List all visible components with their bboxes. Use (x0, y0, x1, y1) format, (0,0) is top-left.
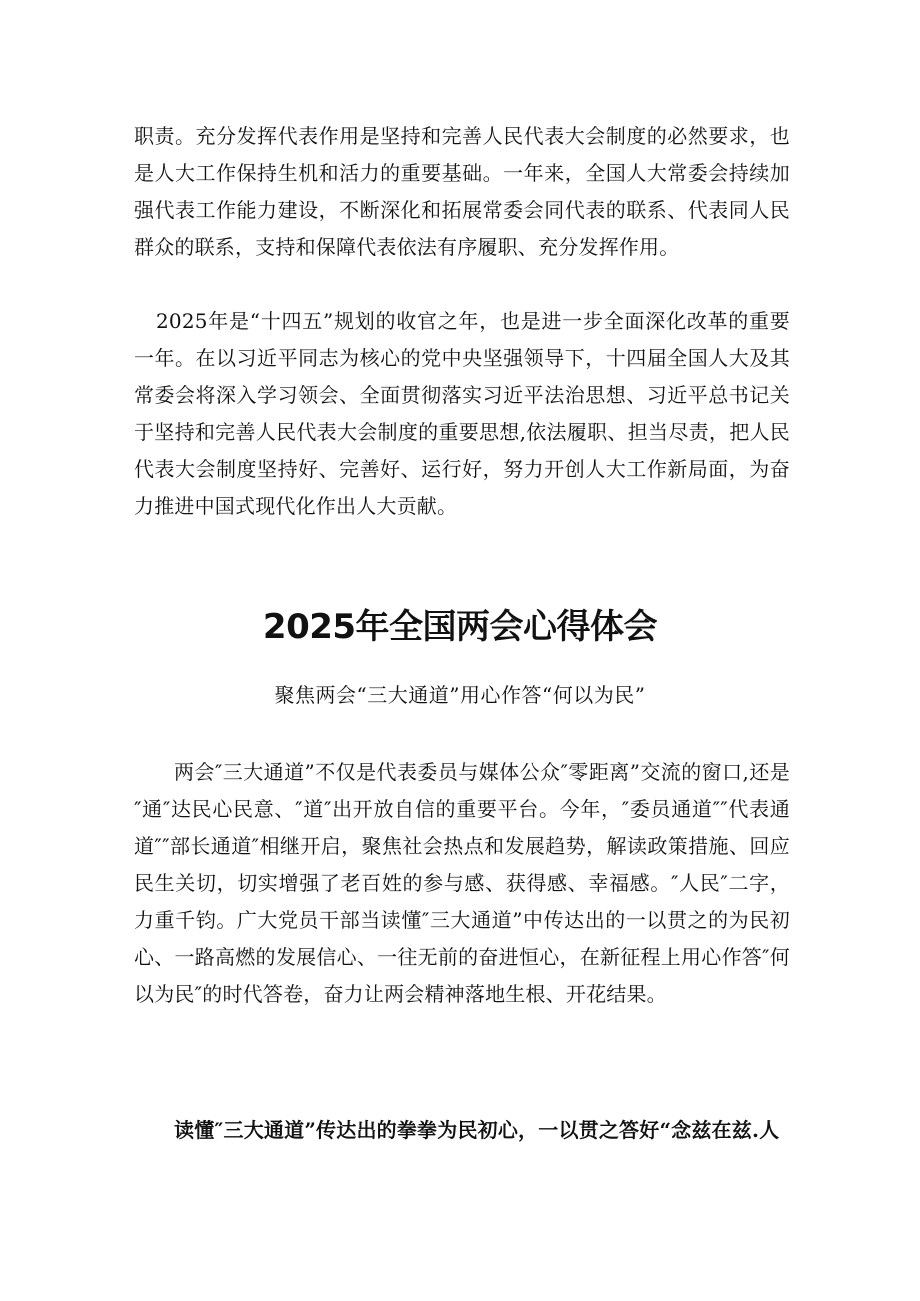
body-paragraph-1: 职责。充分发挥代表作用是坚持和完善人民代表大会制度的必然要求，也是人大工作保持生机和活力的重要基础。一年来，全国人大常委会持续加强代表工作能力建设，不断深化和拓展常委会同代表的联系、代表同人民群众的联系，支持和保障代表依法有序履职、充分发挥作用。 (134, 124, 790, 259)
body-paragraph-2: 2025年是“十四五”规划的收官之年，也是进一步全面深化改革的重要一年。在以习近平同志为核心的党中央坚强领导下，十四届全国人大及其常委会将深入学习领会、全面贯彻落实习近平法治思想、习近平总书记关于坚持和完善人民代表大会制度的重要思想,依法履职、担当尽责，把人民代表大会制度坚持好、完善好、运行好，努力开创人大工作新局面，为奋力推进中国式现代化作出人大贡献。 (134, 309, 790, 518)
section-heading-paragraph: 读懂″三大通道”传达出的拳拳为民初心，一以贯之答好“念兹在兹.人 (174, 1118, 780, 1142)
document-subtitle: 聚焦两会“三大通道”用心作答“何以为民” (274, 683, 646, 707)
document-title: 2025年全国两会心得体会 (262, 607, 658, 647)
body-paragraph-3: 两会″三大通道”不仅是代表委员与媒体公众″零距离”交流的窗口,还是″通″达民心民意、″道″出开放自信的重要平台。今年，″委员通道″″代表通道″″部长通道″相继开启，聚焦社会热点和发展趋势，解读政策措施、回应民生关切，切实增强了老百姓的参与感、获得感、幸福感。″人民″二字，力重千钧。广大党员干部当读懂″三大通道”中传达出的一以贯之的为民初心、一路高燃的发展信心、一往无前的奋进恒心，在新征程上用心作答″何以为民″的时代答卷，奋力让两会精神落地生根、开花结果。 (134, 760, 790, 1006)
